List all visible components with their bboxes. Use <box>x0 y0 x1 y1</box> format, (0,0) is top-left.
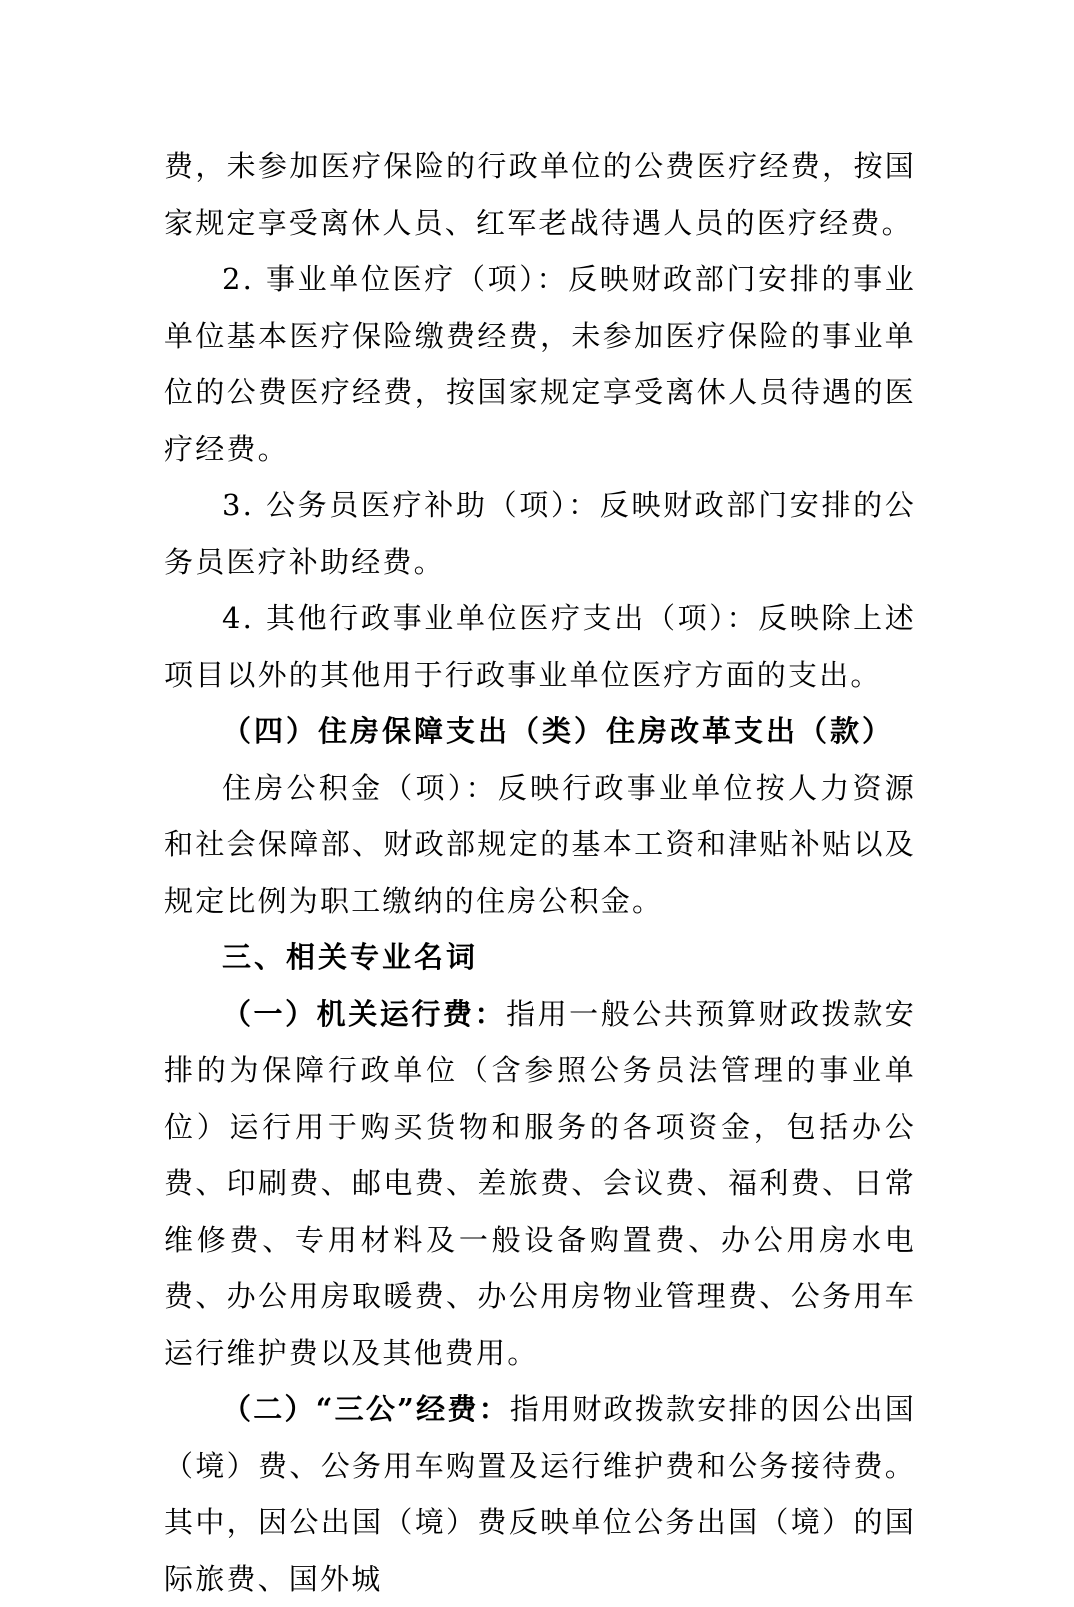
section-heading-housing: （四）住房保障支出（类）住房改革支出（款） <box>222 714 895 748</box>
term-label-three-public: （二）“三公”经费： <box>222 1392 510 1426</box>
paragraph-continuation: 费，未参加医疗保险的行政单位的公费医疗经费，按国家规定享受离休人员、红军老战待遇人员的医疗经费。 <box>164 149 916 240</box>
paragraph-term-three-public <box>164 1381 916 1607</box>
document-body <box>164 138 916 1607</box>
paragraph-housing-fund: 住房公积金（项）：反映行政事业单位按人力资源和社会保障部、财政部规定的基本工资和津贴补贴以及规定比例为职工缴纳的住房公积金。 <box>164 770 916 918</box>
paragraph-item-4: 4. 其他行政事业单位医疗支出（项）：反映除上述项目以外的其他用于行政事业单位医疗方面的支出。 <box>164 601 916 692</box>
paragraph-item-2: 2. 事业单位医疗（项）：反映财政部门安排的事业单位基本医疗保险缴费经费，未参加医疗保险的事业单位的公费医疗经费，按国家规定享受离休人员待遇的医疗经费。 <box>164 262 916 466</box>
paragraph-term-operating-cost <box>164 986 916 1382</box>
section-heading-terms: 三、相关专业名词 <box>222 940 479 974</box>
paragraph-item-3: 3. 公务员医疗补助（项）：反映财政部门安排的公务员医疗补助经费。 <box>164 488 916 579</box>
term-label-operating-cost: （一）机关运行费： <box>222 996 507 1031</box>
term-definition-three-public: 指用财政拨款安排的因公出国（境）费、公务用车购置及运行维护费和公务接待费。其中，因公出国（境）费反映单位公务出国（境）的国际旅费、国外城 <box>164 1392 916 1596</box>
term-definition-operating-cost: 指用一般公共预算财政拨款安排的为保障行政单位（含参照公务员法管理的事业单位）运行用于购买货物和服务的各项资金，包括办公费、印刷费、邮电费、差旅费、会议费、福利费、日常维修费、专用材料及一般设备购置费、办公用房水电费、办公用房取暖费、办公用房物业管理费、公务用车运行维护费以及其他费用。 <box>164 996 916 1370</box>
